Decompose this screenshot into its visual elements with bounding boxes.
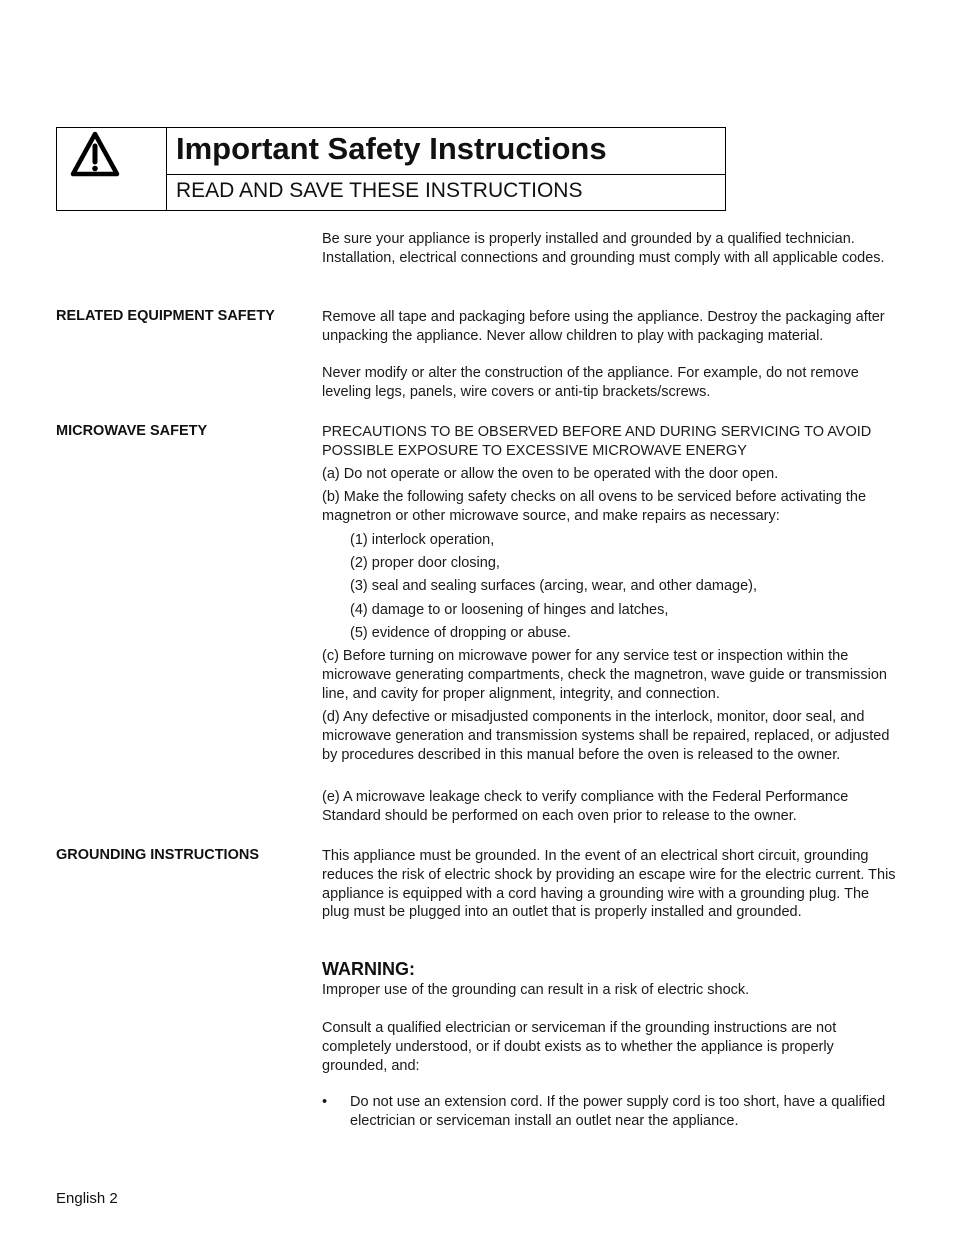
grounding-paragraph: This appliance must be grounded. In the event of an electrical short circuit, grounding reduces the risk of electric shock by providing an escape wire for the electric current. This appliance is equipped with a cord having a grounding wire with a grounding plug. The plug must be plugged into an outlet that is properly installed and grounded.	[322, 848, 896, 921]
check-item: (4) damage to or loosening of hinges and latches,	[350, 602, 669, 618]
icon-cell	[57, 128, 167, 210]
bullet-item: Do not use an extension cord. If the power supply cord is too short, have a qualified electrician or serviceman install an outlet near the appliance.	[350, 1094, 886, 1129]
warning-triangle-icon	[69, 130, 121, 178]
microwave-item-b: (b) Make the following safety checks on all ovens to be serviced before activating the magnetron or other microwave source, and make repairs as necessary:	[322, 489, 867, 524]
page-subtitle: READ AND SAVE THESE INSTRUCTIONS	[176, 179, 583, 202]
bullet-marker: •	[322, 1094, 328, 1110]
intro-paragraph: Be sure your appliance is properly installed and grounded by a qualified technician. Installation, electrical connections and grounding must comply with all applicable codes.	[322, 231, 885, 266]
microwave-precautions-heading: PRECAUTIONS TO BE OBSERVED BEFORE AND DURING SERVICING TO AVOID POSSIBLE EXPOSURE TO EXCESSIVE MICROWAVE ENERGY	[322, 424, 872, 459]
warning-text: Improper use of the grounding can result in a risk of electric shock.	[322, 982, 750, 998]
warning-heading: WARNING:	[322, 959, 415, 979]
check-item: (3) seal and sealing surfaces (arcing, wear, and other damage),	[350, 578, 758, 594]
subtitle-cell	[167, 175, 725, 210]
page-title: Important Safety Instructions	[176, 131, 607, 166]
related-equipment-para-1: Remove all tape and packaging before using the appliance. Destroy the packaging after unpacking the appliance. Never allow children to play with packaging material.	[322, 309, 885, 344]
microwave-item-e: (e) A microwave leakage check to verify compliance with the Federal Performance Standard should be performed on each oven prior to release to the owner.	[322, 789, 849, 824]
page-footer: English 2	[56, 1190, 118, 1207]
check-item: (2) proper door closing,	[350, 555, 500, 571]
consult-paragraph: Consult a qualified electrician or serviceman if the grounding instructions are not completely understood, or if doubt exists as to whether the appliance is properly grounded, and:	[322, 1020, 837, 1074]
grounding-label: GROUNDING INSTRUCTIONS	[56, 847, 259, 863]
microwave-item-a: (a) Do not operate or allow the oven to be operated with the door open.	[322, 466, 779, 482]
check-item: (1) interlock operation,	[350, 532, 495, 548]
microwave-item-d: (d) Any defective or misadjusted components in the interlock, monitor, door seal, and microwave generation and transmission systems shall be repaired, replaced, or adjusted by procedures described in this manual before the oven is released to the owner.	[322, 709, 890, 763]
title-cell	[167, 128, 725, 175]
microwave-item-c: (c) Before turning on microwave power for any service test or inspection within the microwave generating compartments, check the magnetron, wave guide or transmission line, and cavity for proper alignment, integrity, and connection.	[322, 648, 887, 702]
microwave-safety-label: MICROWAVE SAFETY	[56, 423, 208, 439]
related-equipment-label: RELATED EQUIPMENT SAFETY	[56, 308, 275, 324]
check-item: (5) evidence of dropping or abuse.	[350, 625, 571, 641]
related-equipment-para-2: Never modify or alter the construction of the appliance. For example, do not remove leveling legs, panels, wire covers or anti-tip brackets/screws.	[322, 365, 859, 400]
safety-header-box	[56, 127, 726, 211]
